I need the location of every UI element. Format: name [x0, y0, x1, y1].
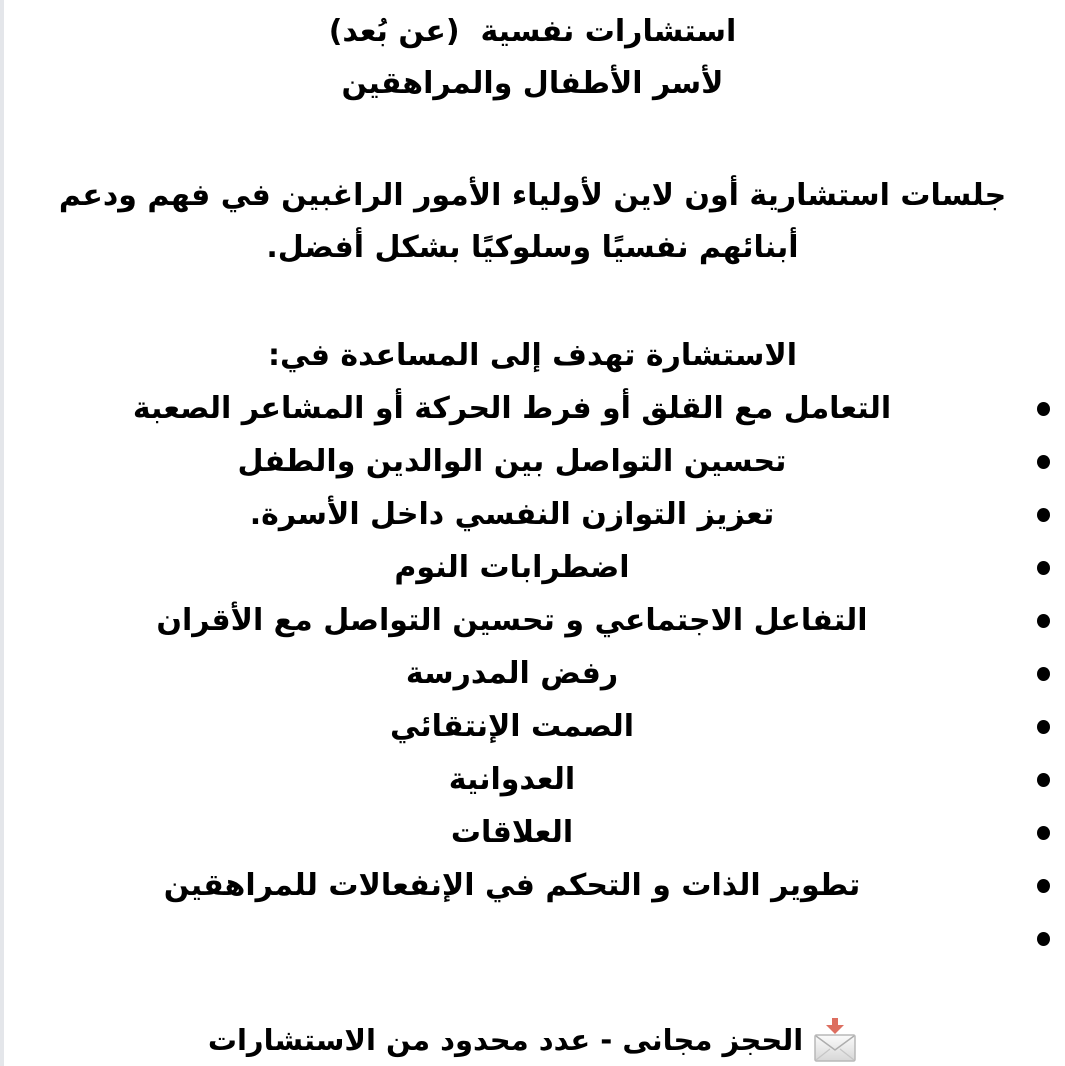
goal-item [0, 435, 1065, 488]
bullet-icon [1037, 773, 1050, 787]
goal-item [0, 753, 1065, 806]
bullet-icon [1037, 932, 1050, 946]
intro-paragraph [0, 170, 1065, 274]
page-title [0, 0, 1065, 110]
bullet-icon [1037, 402, 1050, 416]
title-line-2: لأسر الأطفال والمراهقين [341, 66, 724, 101]
goal-item [0, 541, 1065, 594]
goals-list [0, 382, 1065, 965]
goal-item-label: التفاعل الاجتماعي و تحسين التواصل مع الأقران [156, 603, 868, 638]
bullet-icon [1037, 879, 1050, 893]
footer-text: الحجز مجانى - عدد محدود من الاستشارات [207, 1023, 804, 1057]
goal-item [0, 647, 1065, 700]
goal-item [0, 700, 1065, 753]
goal-item-label: تحسين التواصل بين الوالدين والطفل [237, 444, 787, 479]
footer-note [0, 1014, 1065, 1066]
goal-item [0, 806, 1065, 859]
goals-heading: الاستشارة تهدف إلى المساعدة في: [267, 338, 798, 373]
goal-item-label: تعزيز التوازن النفسي داخل الأسرة. [249, 497, 775, 532]
goal-item-label: الصمت الإنتقائي [389, 709, 635, 744]
goal-item-empty [0, 912, 1065, 965]
goal-item-label: رفض المدرسة [405, 656, 619, 691]
bullet-icon [1037, 667, 1050, 681]
goal-item [0, 488, 1065, 541]
goal-item-label: تطوير الذات و التحكم في الإنفعالات للمراهقين [163, 868, 861, 903]
bullet-icon [1037, 720, 1050, 734]
goal-item [0, 594, 1065, 647]
bullet-icon [1037, 455, 1050, 469]
bullet-icon [1037, 826, 1050, 840]
goal-item [0, 859, 1065, 912]
intro-line-1: جلسات استشارية أون لاين لأولياء الأمور الراغبين في فهم ودعم [58, 178, 1007, 213]
bullet-icon [1037, 508, 1050, 522]
goal-item-label: العدوانية [448, 762, 576, 797]
goal-item-label: اضطرابات النوم [394, 550, 630, 585]
bullet-icon [1037, 614, 1050, 628]
title-line-1: استشارات نفسية (عن بُعد) [328, 14, 737, 49]
envelope-arrow-icon [813, 1018, 857, 1062]
goal-item [0, 382, 1065, 435]
goal-item-label: العلاقات [450, 815, 574, 850]
goal-item-label: التعامل مع القلق أو فرط الحركة أو المشاعر الصعبة [132, 391, 892, 426]
intro-line-2: أبنائهم نفسيًا وسلوكيًا بشكل أفضل. [266, 230, 799, 265]
bullet-icon [1037, 561, 1050, 575]
